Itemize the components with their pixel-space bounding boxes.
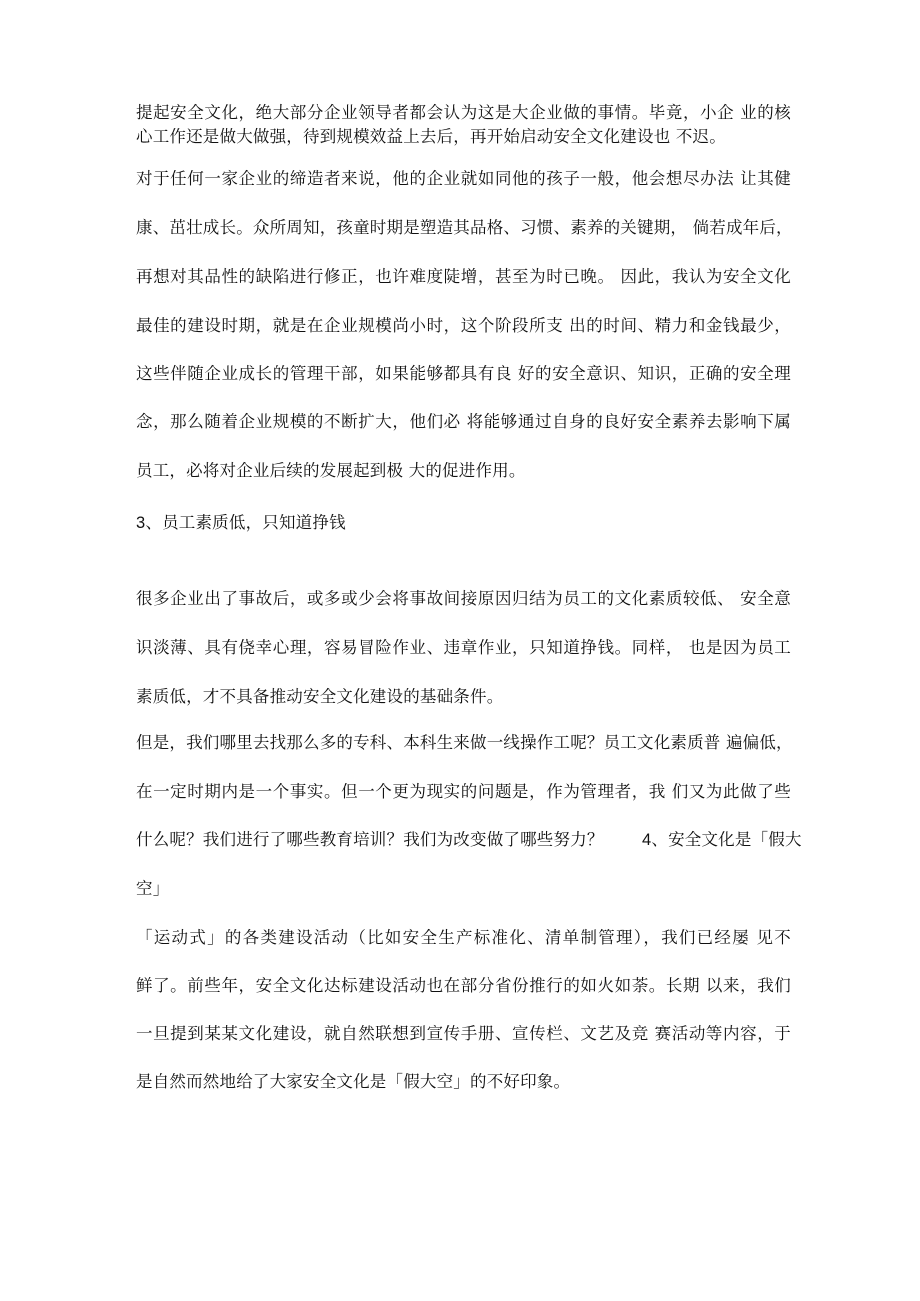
paragraph-1-line-1: 提起安全文化，绝大部分企业领导者都会认为这是大企业做的事情。毕竟，小企 业的核 (136, 103, 791, 122)
section-heading-4: 4、安全文化是「假大 (642, 831, 802, 849)
paragraph-2-line-3: 再想对其品性的缺陷进行修正，也许难度陡增，甚至为时已晚。 因此，我认为安全文化 (136, 267, 791, 286)
paragraph-4-line-1: 但是，我们哪里去找那么多的专科、本科生来做一线操作工呢？员工文化素质普 遍偏低， (136, 733, 793, 752)
section-heading-3: 3、员工素质低，只知道挣钱 (136, 514, 346, 532)
paragraph-3-line-3: 素质低，才不具备推动安全文化建设的基础条件。 (136, 687, 504, 706)
paragraph-4-line-2: 在一定时期内是一个事实。但一个更为现实的问题是，作为管理者，我 们又为此做了些 (136, 782, 791, 801)
section-heading-4-continued: 空」 (136, 879, 170, 898)
paragraph-5-line-3: 一旦提到某某文化建设，就自然联想到宣传手册、宣传栏、文艺及竞 赛活动等内容，于 (136, 1024, 791, 1043)
paragraph-5-line-4: 是自然而然地给了大家安全文化是「假大空」的不好印象。 (136, 1072, 571, 1091)
paragraph-2-line-4: 最佳的建设时期，就是在企业规模尚小时，这个阶段所支 出的时间、精力和金钱最少， (136, 316, 791, 335)
paragraph-5-line-1: 「运动式」的各类建设活动（比如安全生产标准化、清单制管理），我们已经屡 见不 (136, 928, 791, 947)
paragraph-3-line-1: 很多企业出了事故后，或多或少会将事故间接原因归结为员工的文化素质较低、 安全意 (136, 589, 791, 608)
paragraph-4-line-3: 什么呢？我们进行了哪些教育培训？我们为改变做了哪些努力？ (136, 830, 604, 849)
paragraph-2-line-5: 这些伴随企业成长的管理干部，如果能够都具有良 好的安全意识、知识，正确的安全理 (136, 364, 791, 383)
paragraph-2-line-1: 对于任何一家企业的缔造者来说，他的企业就如同他的孩子一般，他会想尽办法 让其健 (136, 169, 791, 188)
paragraph-2-line-2: 康、茁壮成长。众所周知，孩童时期是塑造其品格、习惯、素养的关键期， 倘若成年后， (136, 218, 793, 237)
paragraph-2-line-7: 员工，必将对企业后续的发展起到极 大的促进作用。 (136, 461, 526, 480)
paragraph-2-line-6: 念，那么随着企业规模的不断扩大，他们必 将能够通过自身的良好安全素养去影响下属 (136, 412, 791, 431)
paragraph-3-line-2: 识淡薄、具有侥幸心理，容易冒险作业、违章作业，只知道挣钱。同样， 也是因为员工 (136, 638, 791, 657)
paragraph-1-line-2: 心工作还是做大做强，待到规模效益上去后，再开始启动安全文化建设也 不迟。 (136, 127, 726, 146)
paragraph-5-line-2: 鲜了。前些年，安全文化达标建设活动也在部分省份推行的如火如荼。长期 以来，我们 (136, 976, 791, 995)
